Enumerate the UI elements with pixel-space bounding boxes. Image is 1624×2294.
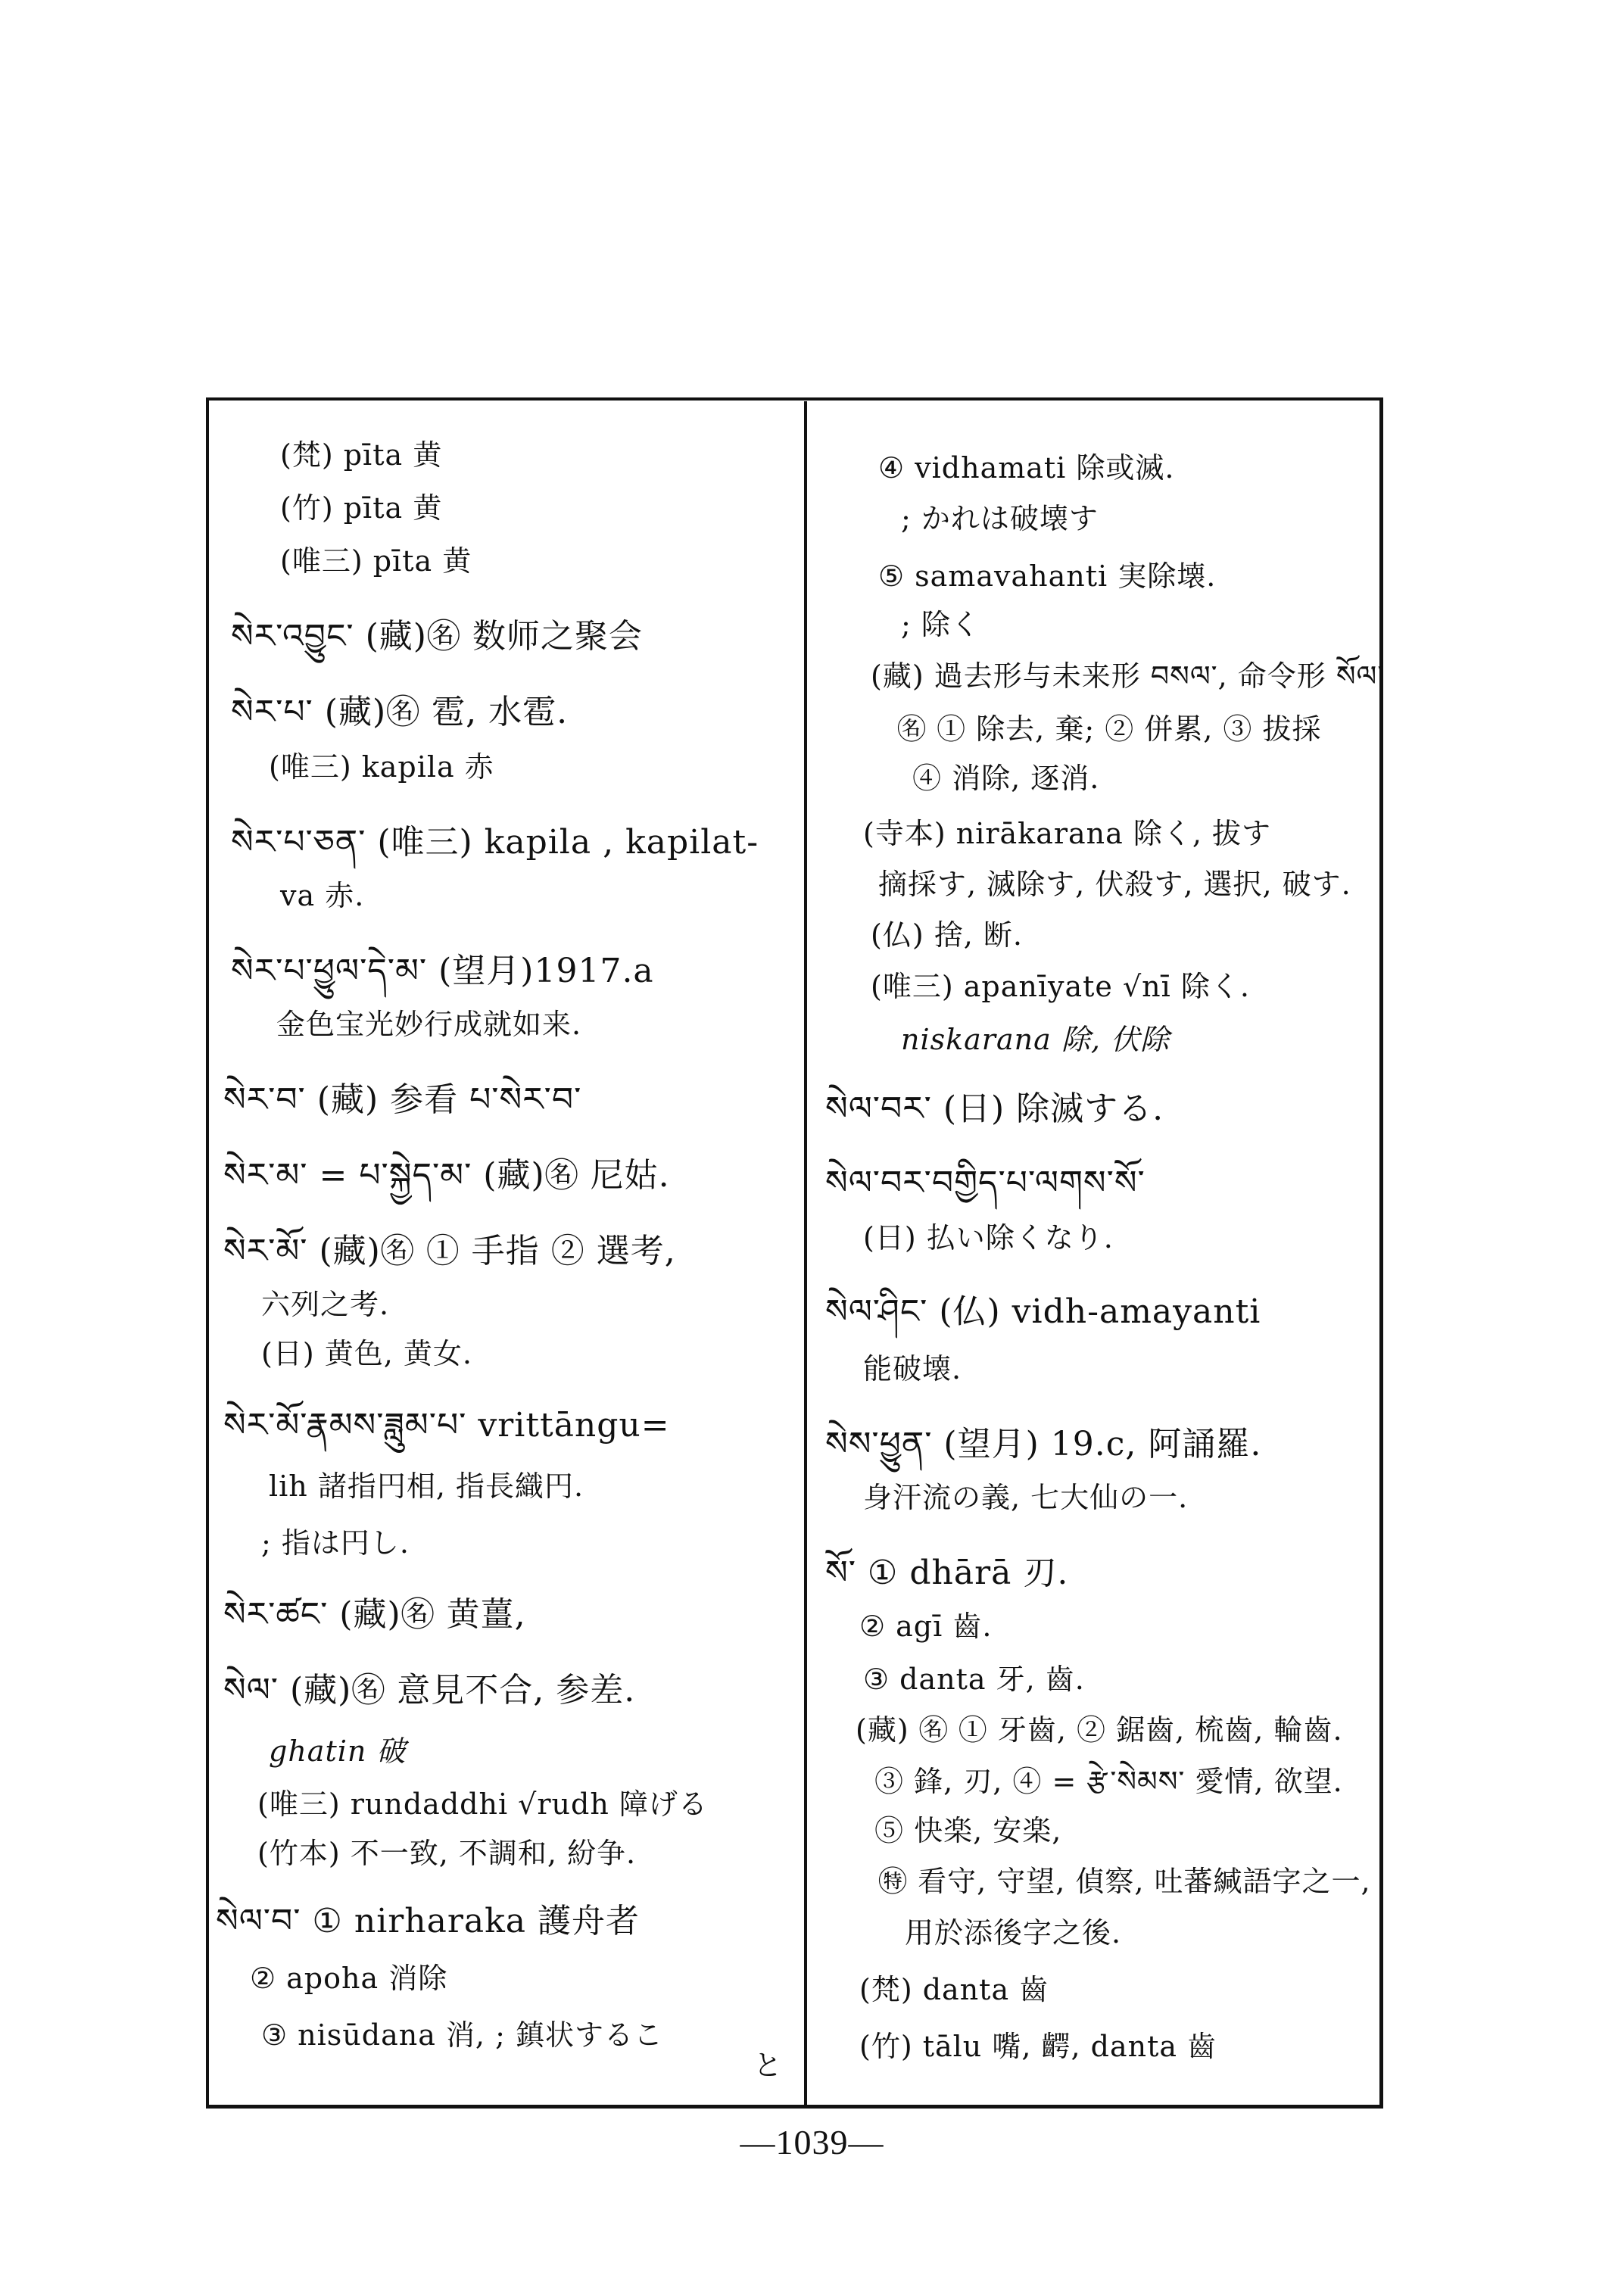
entry-line: niskarana 除, 伏除 [901,1023,1170,1056]
entry-line: と [753,2049,784,2082]
entry-line: ④ 消除, 逐消. [912,762,1100,795]
entry-line: (仏) 捨, 断. [871,918,1023,952]
entry-line: (唯三) rundaddhi √rudh 障げる [257,1788,708,1821]
headword-line: སེར་མོ་ (藏)㊔ ① 手指 ② 選考, [223,1232,676,1270]
entry-line: ㊕ 看守, 守望, 偵察, 吐蕃緘語字之一, [878,1865,1371,1898]
entry-line: (藏) ㊔ ① 牙齒, ② 鋸齒, 梳齒, 輪齒. [856,1713,1343,1747]
headword-line: སེས་ཕྱུན་ (望月) 19.c, 阿誦羅. [825,1425,1262,1463]
headword-line: སེལ་བར་བགྱིད་པ་ལགས་སོ་ [825,1164,1146,1202]
entry-line: 摘採す, 滅除す, 伏殺す, 選択, 破す. [878,868,1351,901]
entry-line: (竹本) 不一致, 不調和, 紛争. [257,1837,637,1870]
headword-line: སེར་མོ་རྣམས་ཟླུམ་པ་ vrittāngu= [223,1406,670,1445]
entry-line: (寺本) nirākarana 除く, 拔す [863,817,1272,850]
entry-line: (竹) pīta 黄 [280,491,443,525]
entry-line: ③ danta 牙, 齒. [863,1663,1085,1696]
entry-line: (唯三) kapila 赤 [269,750,494,784]
entry-line: ④ vidhamati 除或滅. [878,451,1175,485]
page-number: —1039— [740,2123,884,2162]
entry-line: (日) 黄色, 黄女. [261,1337,472,1370]
headword-line: སེར་པ་ཅན་ (唯三) kapila , kapilat- [231,823,759,862]
entry-line: ② apoha 消除 [250,1962,448,1995]
headword-line: སེར་བ་ (藏) 参看 པ་སེར་བ་ [223,1080,582,1119]
headword-line: སེར་ཚང་ (藏)㊔ 黄薑, [223,1595,526,1634]
entry-line: ; 指は円し. [261,1526,410,1560]
entry-line: 六列之考. [261,1288,390,1321]
headword-line: སེར་འབྱུང་ (藏)㊔ 数师之聚会 [231,617,643,656]
entry-line: (唯三) pīta 黄 [280,544,472,578]
entry-line: ; 除く [901,608,980,641]
headword-line: སེལ་བར་ (日) 除滅する. [825,1089,1164,1128]
entry-line: 能破壊. [863,1352,962,1385]
headword-line: སེར་མ་ = པ་སྐྱེད་མ་ (藏)㊔ 尼姑. [223,1156,670,1195]
entry-line: ③ nisūdana 消, ; 鎮状するこ [261,2018,663,2052]
entry-line: (梵) pīta 黄 [280,438,443,472]
entry-line: ㊔ ① 除去, 棄; ② 併累, ③ 拔採 [897,712,1322,746]
headword-line: སེལ་ཤིང་ (仏) vidh-amayanti [825,1292,1261,1331]
entry-line: (竹) tālu 嘴, 齶, danta 齒 [859,2030,1217,2063]
entry-line: (藏) 過去形与未来形 བསལ་, 命令形 སོལ་ [871,659,1385,693]
entry-line: 金色宝光妙行成就如来. [276,1008,582,1041]
headword-line: སེར་པ་ (藏)㊔ 雹, 水雹. [231,693,569,731]
entry-line: ghatin 破 [269,1735,407,1768]
headword-line: སེར་པ་ཕྱུལ་དེ་མ་ (望月)1917.a [231,952,654,990]
entry-line: ; かれは破壊す [901,502,1099,535]
entry-line: ③ 鋒, 刃, ④ = རྩེ་སེམས་ 愛情, 欲望. [874,1765,1343,1798]
entry-line: 身汗流の義, 七大仙の一. [863,1481,1189,1514]
entry-line: ② agī 齒. [859,1610,993,1643]
headword-line: སེལ་ (藏)㊔ 意見不合, 参差. [223,1671,636,1710]
column-divider [804,401,807,2109]
entry-line: 用於添後字之後. [905,1916,1122,1950]
headword-line: སེལ་བ་ ① nirharaka 護舟者 [216,1902,641,1940]
entry-line: va 赤. [280,879,365,912]
entry-line: (唯三) apanīyate √nī 除く. [871,970,1250,1003]
entry-line: ⑤ 快楽, 安楽, [874,1814,1062,1847]
entry-line: ⑤ samavahanti 実除壊. [878,559,1217,593]
entry-line: lih 諸指円相, 指長織円. [269,1470,584,1503]
entry-line: (日) 払い除くなり. [863,1221,1114,1255]
entry-line: (梵) danta 齒 [859,1973,1049,2006]
headword-line: སོ་ ① dhārā 刃. [825,1554,1069,1592]
